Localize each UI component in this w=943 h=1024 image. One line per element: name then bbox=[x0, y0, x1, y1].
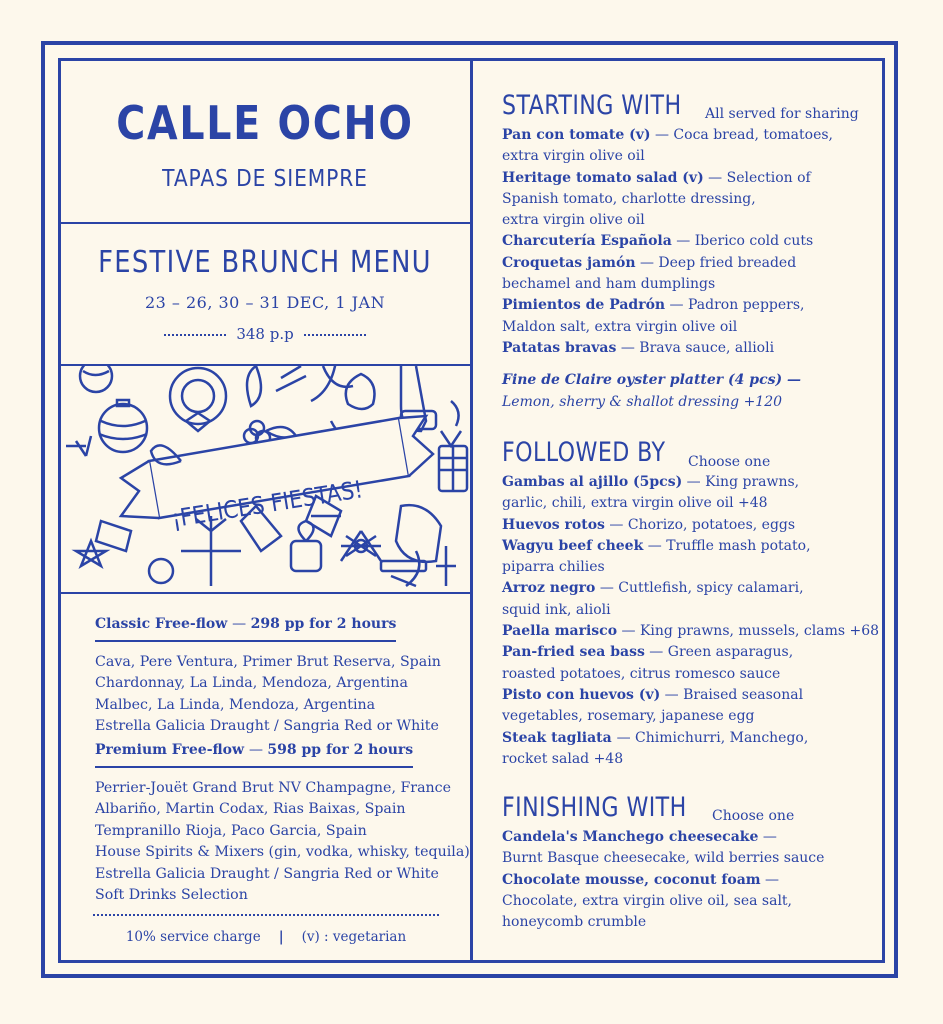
special-item: Fine de Claire oyster platter (4 pcs) — bbox=[502, 372, 801, 389]
drink-item: Chardonnay, La Linda, Mendoza, Argentina bbox=[95, 675, 408, 691]
classic-detail: 298 pp for 2 hours bbox=[250, 616, 397, 632]
price-value: 348 p.p bbox=[236, 325, 294, 343]
drink-item: Malbec, La Linda, Mendoza, Argentina bbox=[95, 696, 376, 713]
section-note: All served for sharing bbox=[705, 106, 859, 122]
footer bbox=[93, 929, 439, 945]
menu-item: Pan-fried sea bass — Green asparagus, bbox=[502, 644, 794, 661]
drink-item: House Spirits & Mixers (gin, vodka, whisky, tequila) bbox=[95, 844, 470, 860]
menu-item: Wagyu beef cheek — Truffle mash potato, bbox=[502, 537, 811, 554]
menu-item-desc: Burnt Basque cheesecake, wild berries sauce bbox=[502, 850, 825, 867]
menu-dates: 23 – 26, 30 – 31 DEC, 1 JAN bbox=[144, 293, 386, 312]
section-finishing bbox=[502, 792, 872, 933]
menu-item: Steak tagliata — Chimichurri, Manchego, bbox=[502, 729, 809, 746]
section-title: FOLLOWED BY bbox=[502, 437, 666, 468]
menu-title: FESTIVE BRUNCH MENU bbox=[98, 245, 432, 280]
menu-item: Arroz negro — Cuttlefish, spicy calamari, bbox=[502, 580, 804, 597]
premium-heading: Premium Free-flow — 598 pp for 2 hours bbox=[95, 740, 413, 768]
menu-item-desc: vegetables, rosemary, japanese egg bbox=[502, 708, 755, 725]
menu-item: Pisto con huevos (v) — Braised seasonal bbox=[502, 686, 804, 703]
footer-dots bbox=[93, 914, 439, 916]
drink-item: Estrella Galicia Draught / Sangria Red or White bbox=[95, 865, 439, 882]
menu-item-desc: squid ink, alioli bbox=[502, 601, 611, 618]
menu-item-desc: extra virgin olive oil bbox=[502, 212, 645, 229]
menu-item: Chocolate mousse, coconut foam — bbox=[502, 871, 780, 888]
column-divider bbox=[470, 58, 473, 963]
menu-item-desc: Maldon salt, extra virgin olive oil bbox=[502, 318, 738, 335]
special-item-desc: Lemon, sherry & shallot dressing +120 bbox=[502, 393, 783, 410]
brand-name: CALLE OCHO bbox=[116, 96, 414, 150]
section-note: Choose one bbox=[712, 808, 795, 824]
menu-price bbox=[58, 325, 472, 343]
divider-illustration bbox=[58, 592, 472, 594]
followed-list bbox=[502, 472, 880, 770]
premium-freeflow bbox=[95, 740, 470, 907]
service-charge: 10% service charge bbox=[125, 929, 261, 945]
vegetarian-key: (v) : vegetarian bbox=[301, 929, 407, 945]
drink-item: Albariño, Martin Codax, Rias Baixas, Spain bbox=[95, 801, 406, 817]
menu-item: Croquetas jamón — Deep fried breaded bbox=[502, 254, 797, 271]
menu-item: Paella marisco — King prawns, mussels, clams +68 bbox=[502, 623, 880, 640]
drink-item: Soft Drinks Selection bbox=[95, 887, 248, 903]
classic-freeflow bbox=[95, 614, 441, 738]
menu-item-desc: piparra chilies bbox=[502, 559, 605, 576]
menu-item-desc: Chocolate, extra virgin olive oil, sea salt, bbox=[502, 892, 793, 909]
reindeer-icon bbox=[346, 374, 375, 409]
classic-list bbox=[95, 652, 441, 738]
festive-pattern bbox=[61, 366, 470, 592]
premium-name: Premium Free-flow bbox=[95, 742, 245, 758]
menu-item: Candela's Manchego cheesecake — bbox=[502, 829, 777, 845]
menu-item: Huevos rotos — Chorizo, potatoes, eggs bbox=[502, 516, 796, 533]
premium-list bbox=[95, 778, 470, 907]
menu-item-desc: honeycomb crumble bbox=[502, 914, 647, 931]
menu-item: Charcutería Española — Iberico cold cuts bbox=[502, 233, 814, 250]
menu-item: Pimientos de Padrón — Padron peppers, bbox=[502, 297, 805, 314]
star-icon bbox=[76, 541, 106, 566]
menu-item-desc: rocket salad +48 bbox=[502, 750, 624, 767]
brand-tagline: TAPAS DE SIEMPRE bbox=[162, 166, 368, 192]
menu-item-desc: extra virgin olive oil bbox=[502, 148, 645, 165]
price-dots-right bbox=[304, 334, 366, 336]
section-starting bbox=[502, 90, 872, 413]
banner-text: ¡FELICES FIESTAS! bbox=[170, 476, 365, 534]
drink-item: Tempranillo Rioja, Paco Garcia, Spain bbox=[95, 822, 367, 839]
classic-heading: Classic Free-flow — 298 pp for 2 hours bbox=[95, 614, 396, 642]
menu-item: Pan con tomate (v) — Coca bread, tomatoes, bbox=[502, 127, 833, 143]
classic-name: Classic Free-flow bbox=[95, 616, 228, 632]
finishing-list bbox=[502, 827, 872, 933]
menu-item-desc: roasted potatoes, citrus romesco sauce bbox=[502, 665, 781, 682]
menu-item: Heritage tomato salad (v) — Selection of bbox=[502, 169, 811, 186]
festive-illustration bbox=[61, 366, 470, 592]
section-note: Choose one bbox=[688, 454, 771, 470]
drink-item: Perrier-Jouët Grand Brut NV Champagne, France bbox=[95, 779, 452, 796]
stocking-icon bbox=[396, 505, 441, 562]
wreath-icon bbox=[170, 368, 226, 424]
footer-separator: | bbox=[278, 929, 284, 945]
price-dots-left bbox=[164, 334, 226, 336]
section-title: STARTING WITH bbox=[502, 90, 682, 121]
section-title: FINISHING WITH bbox=[502, 792, 687, 823]
drink-item: Estrella Galicia Draught / Sangria Red or White bbox=[95, 718, 439, 734]
section-followed bbox=[502, 437, 880, 770]
menu-item-desc: bechamel and ham dumplings bbox=[502, 276, 716, 293]
ornament-icon bbox=[99, 404, 147, 452]
snowflake-icon bbox=[341, 531, 381, 561]
premium-detail: 598 pp for 2 hours bbox=[267, 742, 414, 758]
divider-brand bbox=[58, 222, 472, 224]
starting-list bbox=[502, 125, 872, 413]
menu-item-desc: Spanish tomato, charlotte dressing, bbox=[502, 190, 756, 207]
menu-item-desc: garlic, chili, extra virgin olive oil +48 bbox=[502, 495, 768, 512]
drink-item: Cava, Pere Ventura, Primer Brut Reserva, Spain bbox=[95, 653, 441, 670]
menu-item: Gambas al ajillo (5pcs) — King prawns, bbox=[502, 474, 800, 490]
menu-item: Patatas bravas — Brava sauce, allioli bbox=[502, 339, 775, 356]
